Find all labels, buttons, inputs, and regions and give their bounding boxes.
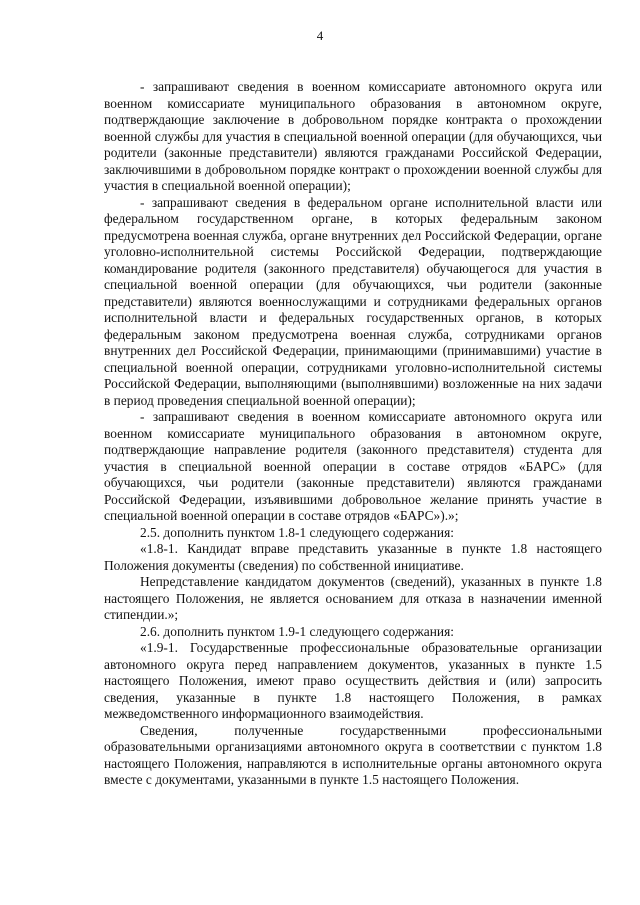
paragraph-bars-detachment: - запрашивают сведения в военном комиссариате автономного округа или военном комиссариате муниципального образования в автономном округе, подтверждающие направление родителя (законного представителя) студента для участия в специальной военной операции в составе отрядов «БАРС» (для обучающихся, чьи родители (законные представители) являются гражданами Российской Федерации, изъявившими добровольное желание принять участие в специальной военной операции в составе отрядов «БАРС»).»; [104, 409, 602, 523]
paragraph-clause-2-6: 2.6. дополнить пунктом 1.9-1 следующего содержания: [140, 623, 454, 639]
paragraph-military-commissariat-contract: - запрашивают сведения в военном комиссариате автономного округа или военном комиссариате муниципального образования в автономном округе, подтверждающие заключение в добровольном порядке контракта о прохождении военной службы для участия в специальной военной операции (для обучающихся, чьи родители (законные представители) являются гражданами Российской Федерации, заключившими в добровольном порядке контракт о прохождении военной службы для участия в специальной военной операции); [104, 79, 602, 193]
paragraph-clause-2-5: 2.5. дополнить пунктом 1.8-1 следующего содержания: [140, 524, 454, 540]
paragraph-federal-body-secondment: - запрашивают сведения в федеральном органе исполнительной власти или федеральном государственном органе, в которых федеральным законом предусмотрена военная служба, органе внутренних дел Российской Федерации, органе уголовно-исполнительной системы Российской Федерации, подтверждающие командирование родителя (законного представителя) обучающегося для участия в специальной военной операции (для обучающихся, чьи родители (законные представители) являются военнослужащими и сотрудниками федеральных органов исполнительной власти и федеральных государственных органов, в которых федеральным законом предусмотрена военная служба, сотрудниками органов внутренних дел Российской Федерации, принимающими (принимавшими) участие в специальной военной операции, сотрудниками уголовно-исполнительной системы Российской Федерации, выполняющими (выполнявшими) возложенные на них задачи в период проведения специальной военной операции); [104, 194, 602, 408]
paragraph-item-1-9-1: «1.9-1. Государственные профессиональные образовательные организации автономного округа перед направлением документов, указанных в пункте 1.5 настоящего Положения, имеют право осуществить действия и (или) запросить сведения, указанные в пункте 1.8 настоящего Положения, в рамках межведомственного информационного взаимодействия. [104, 640, 602, 721]
document-body [104, 79, 602, 789]
paragraph-non-submission: Непредставление кандидатом документов (сведений), указанных в пункте 1.8 настоящего Положения, не является основанием для отказа в назначении именной стипендии.»; [104, 574, 602, 622]
page-number: 4 [316, 28, 324, 43]
paragraph-item-1-8-1: «1.8-1. Кандидат вправе представить указанные в пункте 1.8 настоящего Положения документы (сведения) по собственной инициативе. [104, 541, 602, 573]
paragraph-received-information: Сведения, полученные государственными профессиональными образовательными организациями автономного округа в соответствии с пунктом 1.8 настоящего Положения, направляются в исполнительные органы автономного округа вместе с документами, указанными в пункте 1.5 настоящего Положения. [104, 722, 602, 787]
